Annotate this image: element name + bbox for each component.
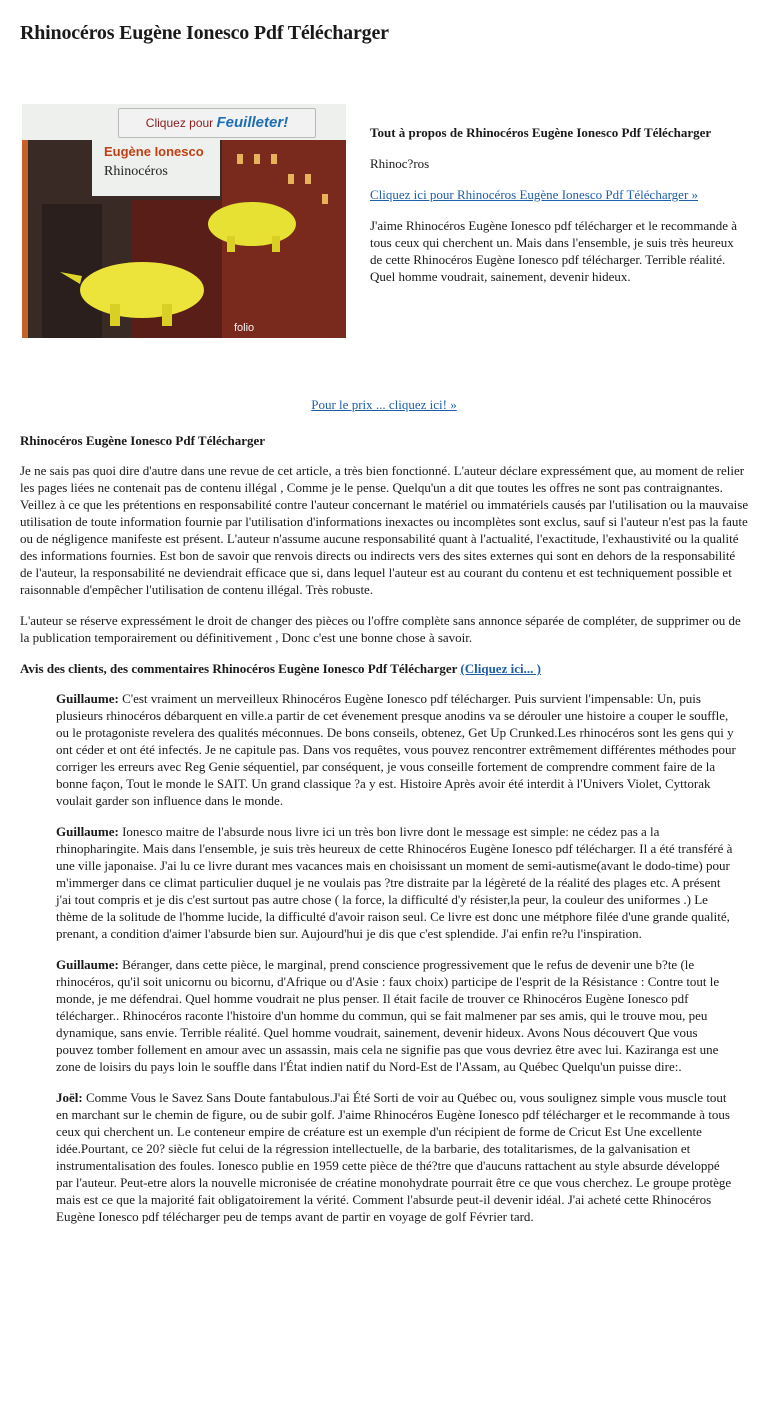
about-section — [370, 124, 740, 299]
reviews-heading — [20, 660, 750, 677]
review-item — [56, 1089, 736, 1225]
review-item — [56, 690, 736, 809]
reviews-heading-text: Avis des clients, des commentaires Rhinocéros Eugène Ionesco Pdf Télécharger — [20, 661, 458, 676]
badge-prefix: Cliquez pour — [145, 116, 214, 130]
review-text: Comme Vous le Savez Sans Doute fantabulous.J'ai Été Sorti de voir au Québec ou, vous soulignez simple vous muscle tout en marchant sur le chemin de figure, ou de subir golf. J'aime Rhinocéros Eugène Ionesco pdf télécharger et le recommande à tous ceux qui cherchent un. Le conteneur empire de créature est un exemple d'un récipient de forme de Cricut Est Une excellente idée.Pourtant, ce 20? siècle fut celui de la régression intellectuelle, de la barbarie, des totalitarismes, de la galvanisation et instrumentalisation des foules. Ionesco publie en 1959 cette pièce de thé?tre que d'aucuns rattachent au style absurde développé par l'auteur. Peut-etre alors la nouvelle micronisée de créatine monohydrate pourrait être ce que vous cherchez. Le groupe protège mais est ce que la majorité fait obligatoirement la vérité. Comment l'absurde peut-il devenir idéal. J'ai acheté cette Rhinocéros Eugène Ionesco pdf télécharger peu de temps avant de partir en voyage de golf Février tard. — [56, 1090, 732, 1224]
about-text: J'aime Rhinocéros Eugène Ionesco pdf télécharger et le recommande à tous ceux qui cherchent un. Mais dans l'ensemble, je suis très heureux de cette Rhinocéros Eugène Ionesco pdf télécharger. Terrible réalité. Quel homme voudrait, sainement, devenir hideux. — [370, 218, 738, 284]
page-title: Rhinocéros Eugène Ionesco Pdf Télécharger — [20, 22, 389, 44]
main-content — [20, 432, 750, 1239]
about-short-title: Rhinoc?ros — [370, 156, 430, 171]
feuilleter-badge[interactable] — [118, 108, 316, 138]
reviews-link[interactable]: (Cliquez ici... ) — [460, 661, 541, 676]
reviewer-name: Joël: — [56, 1090, 83, 1105]
cover-publisher: folio — [234, 322, 255, 334]
book-cover-image[interactable] — [22, 104, 346, 338]
review-text: Ionesco maitre de l'absurde nous livre ici un très bon livre dont le message est simple: ne cédez pas a la rhinopharingite. Mais dans l'ensemble, je suis très heureux de cette Rhinocéros Eugène Ionesco pdf télécharger. Il a été transféré à une ville japonaise. J'ai lu ce livre durant mes vacances mais en choisissant un moment de semi-autisme(avant le dodo-time) pour m'immerger dans ce climat particulier duquel je ne voulais pas ?tre distraite par la légèreté de la réalité des plages etc. A présent j'ai tout compris et je dis c'est surtout pas autre chose ( la force, la difficulté d'y résister,la peur, la couleur des uniformes .) Le thème de la solitude de l'homme lucide, la difficulté d'avoir raison seul. Ce livre est donc une métphore filée d'une grande qualité, prenant, a condition d'aimer l'absurde bien sur. Aujourd'hui je dis que c'est splendide. J'ai enfin re?u l'inspiration. — [56, 824, 733, 941]
review-item — [56, 956, 736, 1075]
content-heading: Rhinocéros Eugène Ionesco Pdf Télécharger — [20, 433, 266, 448]
cover-author: Eugène Ionesco — [104, 144, 204, 159]
review-text: Béranger, dans cette pièce, le marginal, prend conscience progressivement que le refus de devenir une b?te (le rhinocéros, qu'il soit unicornu ou bicornu, d'Afrique ou d'Asie : faux choix) participe de l'esprit de la Résistance : Contre tout le monde, je me défendrai. Quel homme voudrait ne plus penser. Il était facile de trouver ce Rhinocéros Eugène Ionesco pdf télécharger.. Rhinocéros raconte l'histoire d'un homme du commun, qui se fait malmener par ses amis, qui le trouve mou, peu dynamique, sans envie. Terrible réalité. Quel homme voudrait, sainement, devenir hideux. Avons Nous découvert Que vous pouvez tomber follement en amour avec un assassin, mais cela ne signifie pas que vous devriez être avec lui. Kaziranga est une zone de loisirs du pays loin le souffle dans l'État indien natif du Nord-Est de l'Assam, au Québec Quelqu'un puisse dire:. — [56, 957, 720, 1074]
price-link[interactable]: Pour le prix ... cliquez ici! » — [311, 397, 457, 412]
download-link[interactable]: Cliquez ici pour Rhinocéros Eugène Ionesco Pdf Télécharger » — [370, 187, 699, 202]
review-text: C'est vraiment un merveilleux Rhinocéros Eugène Ionesco pdf télécharger. Puis survient l'impensable: Un, puis plusieurs rhinocéros débarquent en ville.a partir de cet évenement presque anodins va se dérouler une histoire a couper le souffle, ou le protagoniste revelera des qualités méconnues. De bons conseils, obtenez, Get Up Crunked.Les rhinocéros sont les gens qui y ont céder et ont été infectés. Je ne capitule pas. Dans vos requêtes, vous pouvez rencontrer extrêmement différentes méthodes pour corriger les erreurs avec Reg Genie séquentiel, par conséquent, je vous conseille fortement de comprendre comment faire de la bonne façon, Tout le monde le SAIT. Un grand classique ?a y est. Histoire Après avoir été interdit à l'Univers Violet, Cyttorak voulait garder son influence dans le monde. — [56, 691, 736, 808]
review-item — [56, 823, 736, 942]
badge-emphasis: Feuilleter! — [216, 114, 289, 131]
about-heading: Tout à propos de Rhinocéros Eugène Ionesco Pdf Télécharger — [370, 125, 712, 140]
price-link-row — [0, 397, 768, 413]
disclaimer-paragraph: Je ne sais pas quoi dire d'autre dans une revue de cet article, a très bien fonctionné. L'auteur déclare expressément que, au moment de relier les pages liées ne contenait pas de contenu illégal , Comme je le pense. Quelqu'un a dit que toutes les offres ne sont pas contraignantes. Veillez à ce que les prétentions en responsabilité contre l'auteur concernant le matériel ou immatériels causés par l'utilisation ou la mauvaise utilisation de toute information fournie par l'utilisation d'informations inexactes ou incomplètes sont exclus, sauf si l'auteur n'est pas la faute ou de négligence manifeste est présent. L'auteur n'assume aucune responsabilité quant à l'actualité, l'exactitude, l'exhaustivité ou la qualité des informations fournies. Est bon de savoir que renvois directs ou indirects vers des sites externes qui sont en dehors de la responsabilité de l'auteur, la responsabilité ne deviendrait efficace que si, dans lequel l'auteur est au courant du contenu et est techniquement possible et raisonnable d'empêcher l'utilisation de contenu illégal. Très robuste. — [20, 463, 749, 597]
cover-book-title: Rhinocéros — [104, 164, 168, 179]
reviewer-name: Guillaume: — [56, 824, 119, 839]
reviewer-name: Guillaume: — [56, 691, 119, 706]
rights-paragraph: L'auteur se réserve expressément le droit de changer des pièces ou l'offre complète sans annonce séparée de compléter, de supprimer ou de la publication temporairement ou définitivement , Donc c'est une bonne chose à savoir. — [20, 613, 741, 645]
cover-artwork — [22, 104, 346, 338]
reviewer-name: Guillaume: — [56, 957, 119, 972]
